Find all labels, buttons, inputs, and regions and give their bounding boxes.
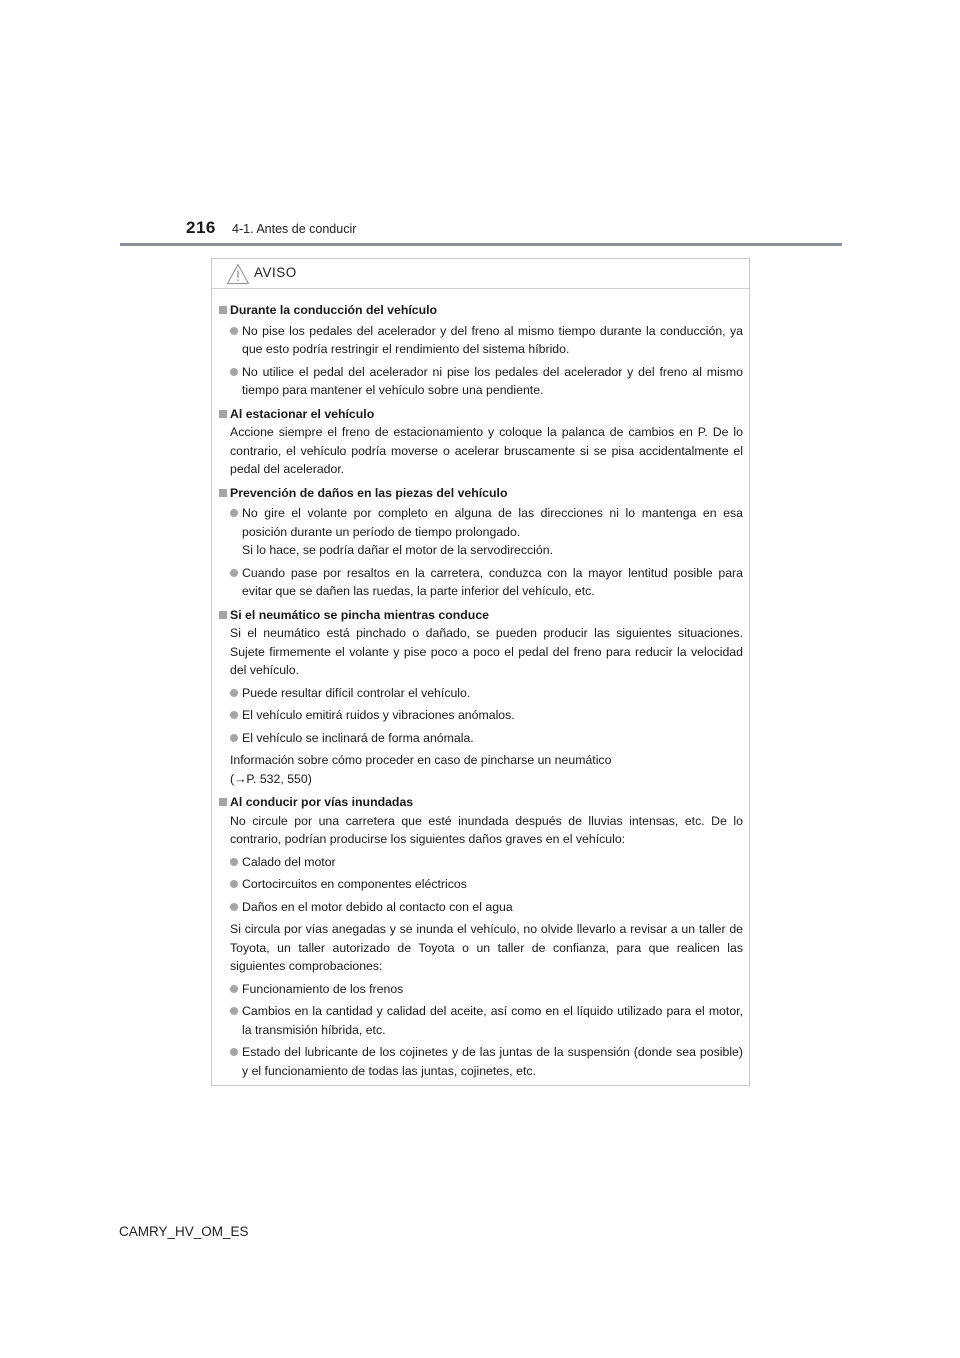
bullet-text: El vehículo se inclinará de forma anómala. [242,730,474,745]
bullet-item [219,363,743,400]
section-heading [219,606,743,625]
circle-bullet-icon [230,985,238,993]
square-bullet-icon [219,611,227,619]
circle-bullet-icon [230,858,238,866]
page-number: 216 [186,218,216,237]
paragraph: Si el neumático está pinchado o dañado, se pueden producir las siguientes situaciones. Sujete firmemente el volante y pise poco a poco el pedal del freno para reducir la velocidad del vehículo. [230,626,743,677]
circle-bullet-icon [230,1048,238,1056]
section-heading-text: Prevención de daños en las piezas del vehículo [230,485,508,500]
circle-bullet-icon [230,509,238,517]
section-heading [219,405,743,424]
bullet-text: Daños en el motor debido al contacto con el agua [242,899,513,914]
bullet-item [219,322,743,359]
warning-content [212,289,749,1080]
header-rule [120,243,842,246]
warning-section [219,301,743,400]
paragraph: Si circula por vías anegadas y se inunda el vehículo, no olvide llevarlo a revisar a un taller de Toyota, un taller autorizado de Toyota o un taller de confianza, para que realicen las siguientes comprobaciones: [230,922,743,973]
bullet-item [219,706,743,725]
paragraph: Información sobre cómo proceder en caso de pincharse un neumático (→P. 532, 550) [230,753,612,786]
paragraph: No circule por una carretera que esté inundada después de lluvias intensas, etc. De lo contrario, podrían producirse los siguientes daños graves en el vehículo: [230,813,743,846]
section-title: 4-1. Antes de conducir [232,222,357,236]
circle-bullet-icon [230,327,238,335]
warning-section [219,484,743,601]
bullet-text: Funcionamiento de los frenos [242,981,404,996]
warning-box [211,258,750,1086]
bullet-item [219,1002,743,1039]
bullet-text: Cuando pase por resaltos en la carretera, conduzca con la mayor lentitud posible para evitar que se dañen las ruedas, la parte inferior del vehículo, etc. [242,565,743,598]
bullet-text: Estado del lubricante de los cojinetes y de las juntas de la suspensión (donde sea posible) y el funcionamiento de todas las juntas, cojinetes, etc. [242,1045,743,1078]
warning-triangle-icon [226,263,250,285]
square-bullet-icon [219,306,227,314]
warning-section [219,793,743,1080]
paragraph: Accione siempre el freno de estacionamiento y coloque la palanca de cambios en P. De lo contrario, el vehículo podría moverse o acelerar bruscamente si se pisa accidentalmente el pedal del acelerador. [230,425,743,476]
circle-bullet-icon [230,711,238,719]
section-heading [219,301,743,320]
warning-section [219,405,743,479]
bullet-text: El vehículo emitirá ruidos y vibraciones anómalos. [242,708,515,722]
section-heading [219,793,743,812]
section-heading-text: Durante la conducción del vehículo [230,303,438,317]
section-heading-text: Al estacionar el vehículo [230,406,375,421]
bullet-item [219,1043,743,1080]
bullet-text: No gire el volante por completo en alguna de las direcciones ni lo mantenga en esa posición durante un período de tiempo prolongado. Si lo hace, se podría dañar el motor de la servodirección. [242,506,743,557]
bullet-item [219,729,743,748]
circle-bullet-icon [230,368,238,376]
warning-header [212,259,749,289]
circle-bullet-icon [230,734,238,742]
bullet-text: Calado del motor [242,854,336,869]
bullet-item [219,875,743,894]
bullet-text: Cortocircuitos en componentes eléctricos [242,877,467,891]
warning-label: AVISO [254,265,297,280]
section-heading-text: Si el neumático se pincha mientras conduce [230,607,489,622]
section-heading [219,484,743,503]
bullet-item [219,504,743,560]
bullet-text: No utilice el pedal del acelerador ni pise los pedales del acelerador y del freno al mismo tiempo para mantener el vehículo sobre una pendiente. [242,364,743,397]
square-bullet-icon [219,798,227,806]
section-heading-text: Al conducir por vías inundadas [230,795,414,809]
warning-section [219,606,743,789]
circle-bullet-icon [230,1007,238,1015]
circle-bullet-icon [230,569,238,577]
bullet-text: No pise los pedales del acelerador y del freno al mismo tiempo durante la conducción, ya que esto podría restringir el rendimiento del sistema híbrido. [242,323,743,356]
bullet-item [219,564,743,601]
bullet-item [219,853,743,872]
bullet-item [219,980,743,999]
square-bullet-icon [219,410,227,418]
circle-bullet-icon [230,903,238,911]
circle-bullet-icon [230,880,238,888]
bullet-item [219,898,743,917]
circle-bullet-icon [230,689,238,697]
bullet-text: Cambios en la cantidad y calidad del aceite, así como en el líquido utilizado para el motor, la transmisión híbrida, etc. [242,1004,743,1037]
square-bullet-icon [219,489,227,497]
footer-code: CAMRY_HV_OM_ES [119,1224,249,1239]
bullet-text: Puede resultar difícil controlar el vehículo. [242,685,471,700]
bullet-item [219,684,743,703]
